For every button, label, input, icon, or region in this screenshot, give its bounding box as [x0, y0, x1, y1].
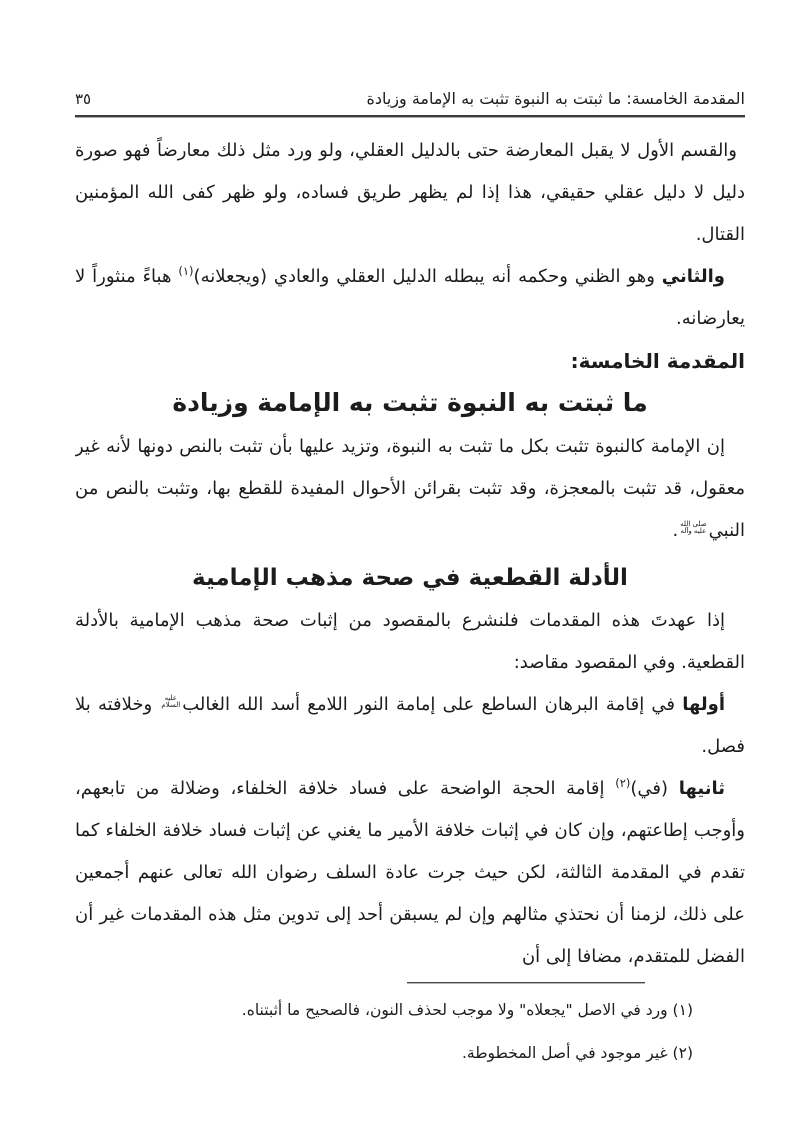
paragraph-text: إقامة الحجة الواضحة على فساد خلافة الخلفاء، وضلالة من تابعهم، وأوجب إطاعتهم، وإن كان في إثبات خلافة الأمير ما يغني عن إثبات فساد خلافة الخلفاء كما تقدم في المقدمة الثالثة، لكن حيث جرت عادة السلف رضوان الله تعالى عنهم أجمعين على ذلك، لزمنا أن نحتذي مثالهم وإن لم يسبقن أحد إلى تدوين مثل هذه المقدمات غير أن الفضل للمتقدم، مضافا إلى أن	[75, 778, 745, 967]
page-number: ٣٥	[75, 90, 92, 108]
footnote-marker-1: (١)	[178, 264, 194, 278]
section-heading-fifth-introduction: المقدمة الخامسة:	[570, 349, 745, 373]
paragraph-text: وهو الظني وحكمه أنه يبطله الدليل العقلي والعادي (ويجعلانه)	[193, 266, 662, 287]
body-text	[75, 130, 745, 978]
paragraph-purposes-intro	[75, 600, 745, 684]
paragraph-imamate-proof	[75, 426, 745, 552]
footnote-marker-2: (٢)	[615, 776, 631, 790]
running-head	[75, 80, 745, 108]
paragraph-text: (في)	[630, 778, 679, 799]
footnote-area	[75, 982, 745, 1070]
paragraph-first-purpose	[75, 684, 745, 768]
lead-word: أولها	[682, 694, 725, 715]
paragraph-text: .	[672, 520, 679, 541]
chapter-title: ما ثبتت به النبوة تثبت به الإمامة وزيادة	[172, 388, 648, 417]
prophet-honorific	[680, 521, 706, 536]
lead-word: والثاني	[661, 266, 725, 287]
honorific-line: عليه	[164, 693, 177, 702]
paragraph-text: والقسم الأول لا يقبل المعارضة حتى بالدليل العقلي، ولو ورد مثل ذلك معارضاً فهو صورة دليل لا دليل عقلي حقيقي، هذا إذا لم يظهر طريق فساده، ولو ظهر كفى الله المؤمنين القتال.	[75, 140, 745, 245]
footnote-2: (٢) غير موجود في أصل المخطوطة.	[461, 1044, 693, 1062]
honorific-line: السلام	[161, 701, 181, 709]
header-rule	[75, 115, 745, 118]
footnote-separator	[407, 982, 645, 984]
paragraph-text: في إقامة البرهان الساطع على إمامة النور اللامع أسد الله الغالب	[182, 694, 683, 715]
running-head-title: المقدمة الخامسة: ما ثبتت به النبوة تثبت به الإمامة وزيادة	[366, 89, 745, 108]
honorific-line: صلى الله	[680, 519, 707, 528]
section-title-decisive-proofs: الأدلة القطعية في صحة مذهب الإمامية	[192, 565, 628, 591]
text-block	[75, 0, 745, 1134]
paragraph-text: وخلافته بلا فصل.	[75, 694, 745, 757]
footnote-1: (١) ورد في الاصل "يجعلاه" ولا موجب لحذف النون، فالصحيح ما أثبتناه.	[241, 1001, 693, 1019]
paragraph-second-category	[75, 256, 745, 340]
honorific-line: عليه وآله	[680, 527, 707, 535]
paragraph-text: إن الإمامة كالنبوة تثبت بكل ما تثبت به النبوة، وتزيد عليها بأن تثبت بالنص دونها لأنه غير معقول، قد تثبت بالمعجزة، وقد تثبت بقرائن الأحوال المفيدة للقطع بها، وتثبت بالنص من النبي	[75, 436, 745, 541]
paragraph-first-category	[75, 130, 745, 256]
paragraph-second-purpose	[75, 768, 745, 978]
paragraph-text: هباءً منثوراً لا يعارضانه.	[75, 266, 745, 329]
lead-word: ثانيها	[678, 778, 725, 799]
paragraph-text: إذا عهدتَ هذه المقدمات فلنشرع بالمقصود من إثبات صحة مذهب الإمامية بالأدلة القطعية. وفي المقصود مقاصد:	[75, 610, 745, 673]
imam-honorific	[161, 695, 180, 710]
